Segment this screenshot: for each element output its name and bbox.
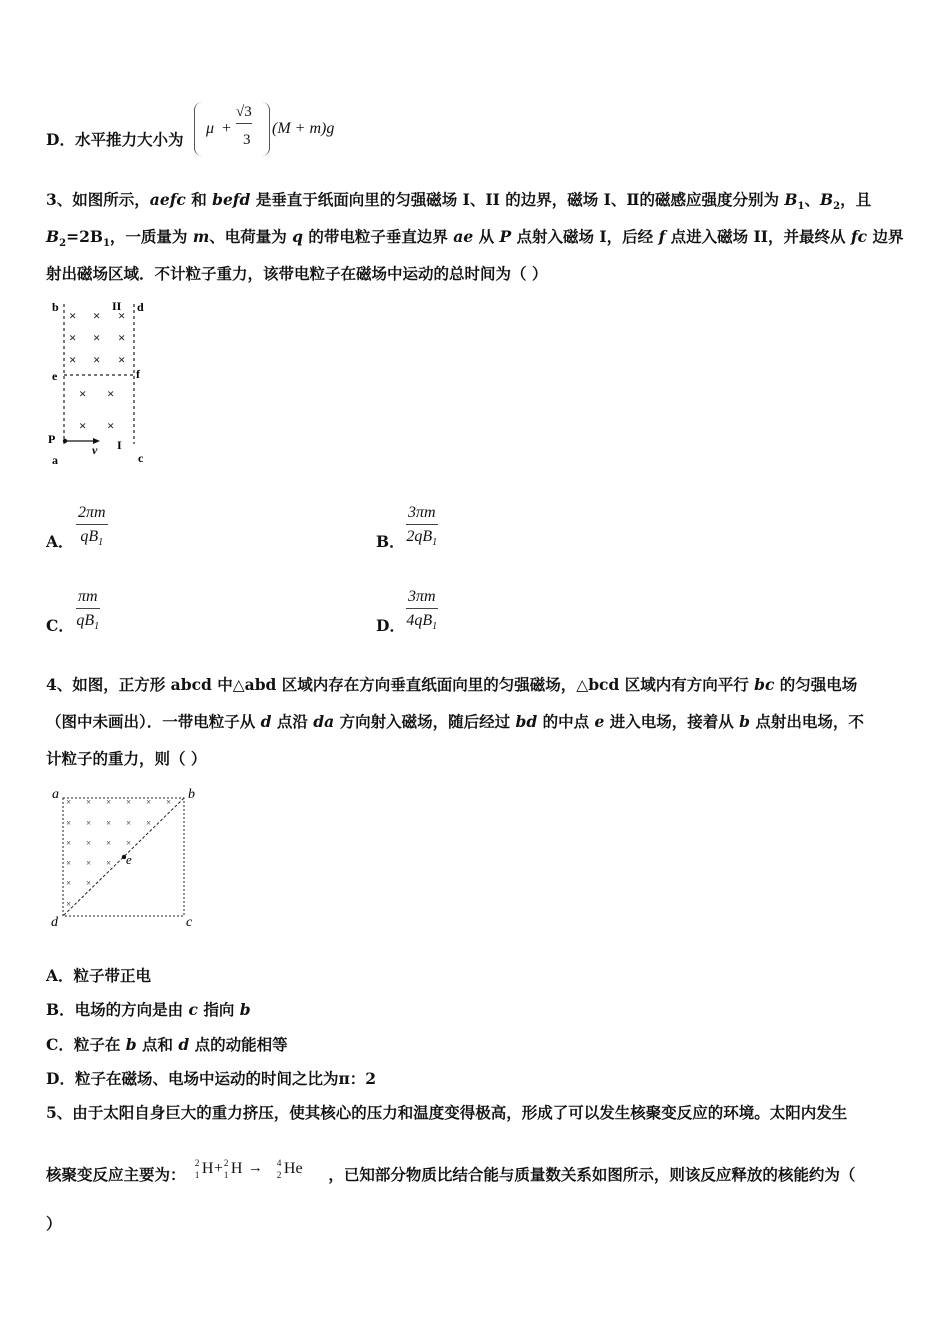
q3-option-d-label[interactable]: D． [376,616,405,635]
text: ，且 [840,190,872,209]
element: H [230,1160,243,1177]
atomic-number: 1 [194,1170,200,1180]
field-cross: × [107,386,115,401]
field-cross: × [86,838,92,848]
text: qB [80,528,99,545]
text: aefc [149,190,186,209]
field-cross: × [146,797,152,807]
field-cross: × [86,818,92,828]
label-e: e [52,369,58,383]
field-cross: × [106,818,112,828]
label-e: e [126,852,132,867]
mass-number: 2 [194,1158,200,1168]
formula-plus: + [222,120,232,137]
text: 点沿 [271,712,314,731]
field-cross: × [126,797,132,807]
text: d [178,1035,190,1054]
q3-option-b-formula[interactable] [406,504,438,548]
text: 4、如图，正方形 abcd 中△abd 区域内存在方向垂直纸面向里的匀强磁场，△bcd 区域内有方向平行 [46,675,755,694]
q3-magnetic-field-figure [44,296,164,471]
text: 指向 [197,1000,240,1019]
q4-square-field-figure [46,784,206,934]
field-cross: × [66,899,72,909]
fusion-equation [191,1158,323,1186]
text: 点射出电场，不 [749,712,864,731]
text: 点射入磁场 I，后经 [511,227,659,246]
text: 方向射入磁场，随后经过 [334,712,516,731]
numerator: 3πm [406,588,438,609]
text: e [594,712,605,731]
field-cross: × [66,818,72,828]
text: 点和 [136,1035,179,1054]
text: P [499,227,512,246]
field-cross: × [66,838,72,848]
text: 1 [98,537,104,549]
denominator [76,525,108,548]
field-cross: × [86,858,92,868]
text: 、电荷量为 [209,227,293,246]
text: （图中未画出）．一带电粒子从 [46,712,261,731]
text: 3、如图所示， [46,190,150,209]
text: 2 [833,201,841,213]
text: fc [850,227,868,246]
text: 1 [432,621,438,633]
field-cross: × [66,878,72,888]
text: da [313,712,335,731]
field-cross: × [66,797,72,807]
q3-option-c-formula[interactable] [76,588,100,632]
field-cross: × [66,858,72,868]
text: 和 [185,190,213,209]
label-a: a [52,453,58,467]
text: 核聚变反应主要为： [46,1165,186,1184]
q3-option-a-formula[interactable] [76,504,108,548]
q4-option-c[interactable] [46,1033,288,1055]
text: 1 [102,238,110,250]
text: c [188,1000,198,1019]
q3-line3: 射出磁场区域．不计粒子重力，该带电粒子在磁场中运动的总时间为（ ） [46,264,548,283]
field-cross: × [106,797,112,807]
q4-line2 [46,710,864,732]
field-cross: × [69,352,77,367]
label-b: b [188,787,195,802]
field-cross: × [93,352,101,367]
q3-option-b-label[interactable]: B． [376,532,405,551]
field-cross: × [93,330,101,345]
formula-tail: (M + m)g [272,120,335,137]
text: =2B [66,227,103,246]
field-cross: × [118,308,126,323]
text: B [819,190,834,209]
denominator [76,609,100,632]
denominator [406,609,438,632]
q3-option-d-formula[interactable] [406,588,438,632]
text: 1 [94,621,100,633]
formula-mu: μ [206,120,215,137]
label-P: P [48,432,56,446]
q4-line1 [46,673,857,695]
mass-number: 2 [223,1158,229,1168]
arrow: → [247,1160,263,1176]
numerator: 2πm [76,504,108,525]
text: 的带电粒子垂直边界 [302,227,454,246]
label-d: d [137,300,144,314]
text: B．电场的方向是由 [46,1000,189,1019]
text: 的匀强电场 [774,675,858,694]
text: m [192,227,210,246]
text: b [239,1000,251,1019]
field-cross: × [107,418,115,433]
q3-option-c-label[interactable]: C． [46,616,74,635]
field-cross: × [118,352,126,367]
text: 4qB [406,612,433,629]
field-cross: × [93,308,101,323]
field-cross: × [126,818,132,828]
field-cross: × [166,797,172,807]
text: 1 [432,537,438,549]
text: 2 [59,238,67,250]
text: bc [754,675,775,694]
text: b [125,1035,137,1054]
element: He [283,1160,303,1177]
numerator: 3πm [406,504,438,525]
text: 2qB [406,528,433,545]
q5-line3: ） [46,1214,62,1233]
field-cross: × [69,308,77,323]
text: B [784,190,798,209]
label-f: f [136,367,140,381]
text: ae [453,227,474,246]
q4-option-a[interactable]: A．粒子带正电 [46,966,152,985]
denominator [406,525,438,548]
text: 点进入磁场 II，并最终从 [665,227,851,246]
formula-den: 3 [243,132,251,148]
label-c: c [186,915,193,930]
text: ，一质量为 [109,227,193,246]
numerator: πm [76,588,100,609]
q4-option-b[interactable] [46,998,251,1020]
element: H [201,1160,214,1177]
text: 的中点 [537,712,595,731]
q3-line2 [46,225,903,249]
text: b [739,712,750,731]
q5-line1: 5、由于太阳自身巨大的重力挤压，使其核心的压力和温度变得极高，形成了可以发生核聚变反应的环境。太阳内发生 [46,1103,848,1122]
text: bd [515,712,538,731]
text: 边界 [867,227,904,246]
text: 是垂直于纸面向里的匀强磁场 I、II 的边界，磁场 I、Ⅱ的磁感应强度分别为 [250,190,785,209]
text: 进入电场，接着从 [604,712,740,731]
option-label: D． [46,130,75,149]
option-text: 水平推力大小为 [74,130,184,149]
text: 从 [473,227,500,246]
text: q [292,227,303,246]
label-I: I [117,438,122,452]
text: ，已知部分物质比结合能与质量数关系如图所示，则该反应释放的核能约为（ [328,1165,856,1184]
field-cross: × [118,330,126,345]
field-cross: × [146,818,152,828]
field-cross: × [79,386,87,401]
text: 点的动能相等 [189,1035,288,1054]
prev-option-d [46,128,183,150]
field-cross: × [106,838,112,848]
field-cross: × [106,858,112,868]
text: C．粒子在 [46,1035,126,1054]
plus: + [213,1160,223,1177]
field-cross: × [126,838,132,848]
text: B [46,227,60,246]
mass-number: 4 [276,1158,282,1168]
atomic-number: 1 [223,1170,229,1180]
text: qB [76,612,95,629]
field-cross: × [69,330,77,345]
field-cross: × [86,878,92,888]
label-b: b [52,300,59,314]
label-d: d [51,915,58,930]
q4-line3: 计粒子的重力，则（ ） [46,749,207,768]
q4-option-d[interactable]: D．粒子在磁场、电场中运动的时间之比为π：2 [46,1069,377,1088]
text: befd [212,190,251,209]
text: 、 [804,190,820,209]
label-v: v [92,443,98,457]
label-II: II [112,299,122,313]
text: d [260,712,272,731]
q3-option-a-label[interactable]: A． [46,532,74,551]
q3-line1 [46,188,871,212]
field-cross: × [79,418,87,433]
formula-sqrt: √3 [236,104,252,124]
q5-line2 [46,1158,856,1186]
field-cross: × [86,797,92,807]
atomic-number: 2 [276,1170,282,1180]
text: 1 [797,201,805,213]
label-a: a [52,787,59,802]
label-c: c [138,451,144,465]
text: f [658,227,666,246]
